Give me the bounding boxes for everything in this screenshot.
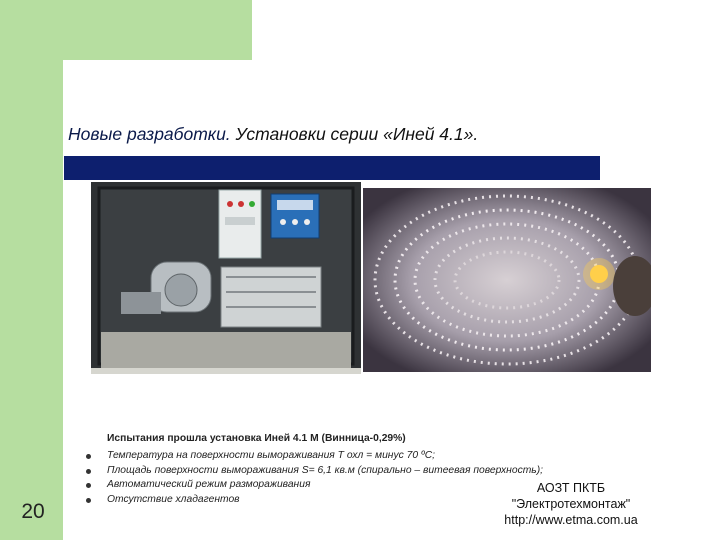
list-item: Автоматический режим размораживания: [86, 479, 543, 494]
page-number: 20: [21, 500, 45, 523]
title-part-2: Установки серии «Иней 4.1».: [230, 124, 479, 144]
installation-photo: [91, 182, 361, 374]
frozen-coil-illustration: [363, 188, 651, 372]
organization-name: АОЗТ ПКТБ: [536, 481, 606, 495]
list-item: Площадь поверхности вымораживания S= 6,1 кв.м (спирально – витеевая поверхность);: [86, 465, 543, 480]
installation-illustration: [91, 182, 361, 374]
accent-corner: [63, 60, 103, 100]
title-part-1: Новые разработки.: [68, 124, 231, 144]
title-rule: [64, 156, 600, 180]
organization-block: [480, 480, 662, 528]
left-accent-band: [0, 60, 63, 540]
list-item: Температура на поверхности вымораживания T охл = минус 70 ºС;: [86, 450, 543, 465]
feature-list: [86, 450, 543, 508]
frozen-coil-photo: [363, 188, 651, 372]
list-item: Отсутствие хладагентов: [86, 494, 543, 509]
organization-url: http://www.etma.com.ua: [504, 513, 638, 527]
slide-title: [68, 124, 478, 145]
top-accent-band: [0, 0, 252, 60]
test-summary: Испытания прошла установка Иней 4.1 М (Винница-0,29%): [107, 433, 406, 444]
organization-subname: "Электротехмонтаж": [511, 497, 631, 511]
